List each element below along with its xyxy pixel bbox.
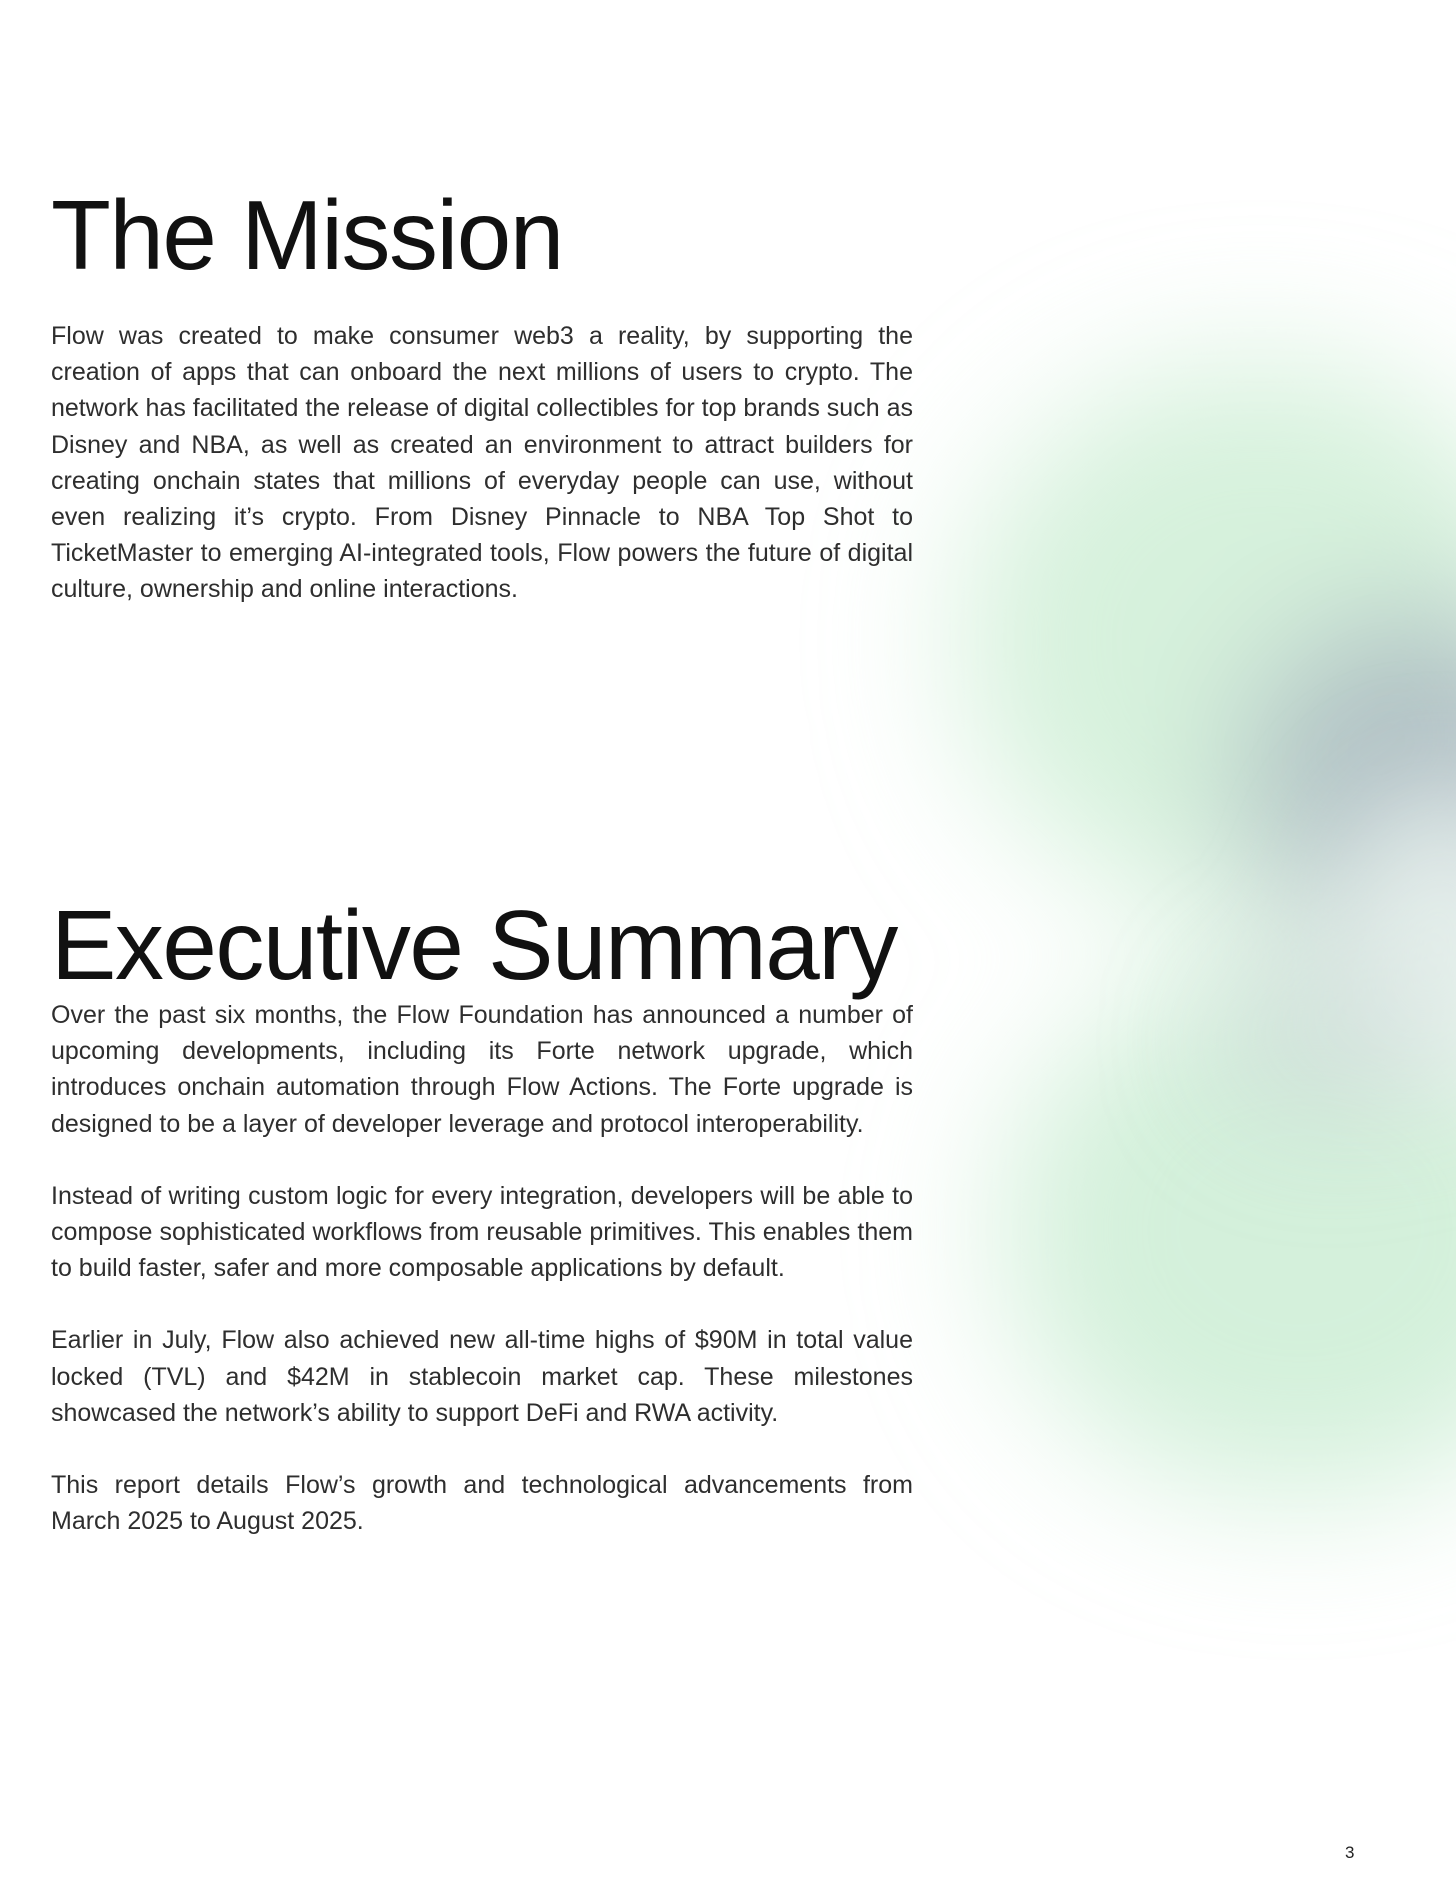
page-number: 3 bbox=[1345, 1843, 1355, 1862]
mission-paragraph: Flow was created to make consumer web3 a reality, by supporting the creation of apps that can onboard the next millions of users to crypto. The network has facilitated the release of digital collectibles for top brands such as Disney and NBA, as well as created an environment to attract builders for creating onchain states that millions of everyday people can use, without even realizing it’s crypto. From Disney Pinnacle to NBA Top Shot to TicketMaster to emerging AI-integrated tools, Flow powers the future of digital culture, ownership and online interactions. bbox=[51, 322, 913, 604]
mission-heading: The Mission bbox=[51, 180, 563, 290]
green-glow-upper bbox=[960, 360, 1456, 920]
executive-summary-heading: Executive Summary bbox=[51, 890, 897, 1000]
summary-paragraph: Over the past six months, the Flow Foundation has announced a number of upcoming developments, including its Forte network upgrade, which introduces onchain automation through Flow Actions. The Forte upgrade is designed to be a layer of developer leverage and protocol interoperability. bbox=[51, 1001, 913, 1138]
mission-section bbox=[51, 318, 913, 608]
summary-paragraph: Instead of writing custom logic for every integration, developers will be able to compose sophisticated workflows from reusable primitives. This enables them to build faster, safer and more composable applications by default. bbox=[51, 1181, 913, 1283]
executive-summary-section bbox=[51, 997, 913, 1539]
summary-paragraph: This report details Flow’s growth and technological advancements from March 2025 to August 2025. bbox=[51, 1471, 913, 1536]
green-glow-lower bbox=[1000, 960, 1456, 1500]
summary-paragraph: Earlier in July, Flow also achieved new all-time highs of $90M in total value locked (TVL) and $42M in stablecoin market cap. These milestones showcased the network’s ability to support DeFi and RWA activity. bbox=[51, 1326, 913, 1427]
gray-glow-mid bbox=[1210, 950, 1450, 1130]
gray-glow-center bbox=[1240, 610, 1456, 950]
light-glow-right bbox=[1330, 780, 1456, 1100]
